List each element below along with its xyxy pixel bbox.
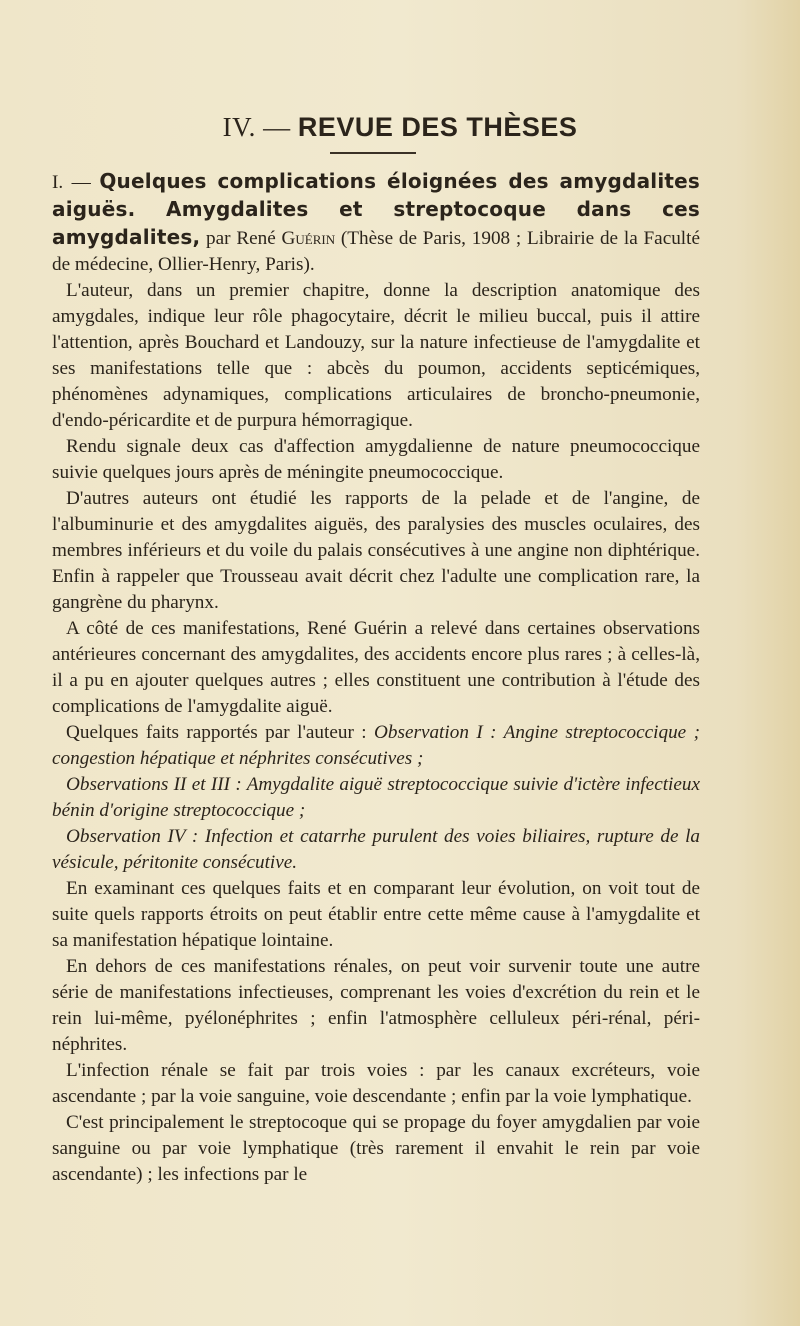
- observation-4: Observation IV : Infection et catarrhe purulent des voies biliaires, rupture de la vésicule, péritonite consécutive.: [52, 826, 700, 873]
- paragraph-5: [52, 720, 700, 772]
- paragraph-8: En examinant ces quelques faits et en comparant leur évolution, on voit tout de suite quels rapports étroits on peut établir entre cette même cause à l'amygdalite et sa manifestation hépatique lointaine.: [52, 878, 700, 951]
- section-number: IV. —: [222, 112, 298, 142]
- paragraph-4: A côté de ces manifestations, René Guérin a relevé dans certaines observations antérieures concernant des amygdalites, des accidents encore plus rares ; à celles-là, il a pu en ajouter quelques autres ; elles constituent une contribution à l'étude des complications de l'amygdalite aiguë.: [52, 618, 700, 717]
- paragraph-3: D'autres auteurs ont étudié les rapports de la pelade et de l'angine, de l'albuminurie et des amygdalites aiguës, des paralysies des muscles oculaires, des membres inférieurs et du voile du palais consécutives à une angine non diphtérique. Enfin à rappeler que Trousseau avait décrit chez l'adulte une complication rare, la gangrène du pharynx.: [52, 488, 700, 613]
- title-rule: [330, 152, 416, 154]
- paragraph-9: En dehors de ces manifestations rénales, on peut voir survenir toute une autre série de manifestations infectieuses, comprenant les voies d'excrétion du rein et le rein lui-même, pyélonéphrites ; enfin l'atmosphère celluleux péri-rénal, péri-néphrites.: [52, 956, 700, 1055]
- entry-number: I. —: [52, 172, 100, 193]
- author-prefix: par René: [200, 228, 282, 249]
- paragraph-10: L'infection rénale se fait par trois voies : par les canaux excréteurs, voie ascendante ; par la voie sanguine, voie descendante ; enfin par la voie lymphatique.: [52, 1060, 700, 1107]
- thesis-title: Quelques complications éloignées des amygdalites aiguës. Amygdalites et streptocoque dans ces amygdalites,: [52, 169, 700, 249]
- paragraph-1: L'auteur, dans un premier chapitre, donne la description anatomique des amygdales, indique leur rôle phagocytaire, décrit le milieu buccal, puis il attire l'attention, après Bouchard et Landouzy, sur la nature infectieuse de l'amygdalite et ses manifestations telle que : abcès du poumon, accidents septicémiques, phénomènes adynamiques, complications articulaires de broncho-pneumonie, d'endo-péricardite et de purpura hémorragique.: [52, 280, 700, 431]
- publication-info: (Thèse de Paris, 1908 ; Librairie de la Faculté de médecine, Ollier-Henry, Paris).: [52, 228, 700, 275]
- section-title: [0, 112, 800, 143]
- paragraph-11: C'est principalement le streptocoque qui se propage du foyer amygdalien par voie sanguine ou par voie lymphatique (très rarement il envahit le rein par voie ascendante) ; les infections par le: [52, 1112, 700, 1185]
- observations-intro: Quelques faits rapportés par l'auteur :: [66, 722, 375, 743]
- article-body: [52, 168, 700, 1188]
- thesis-entry: [52, 168, 700, 278]
- observation-1: Observation I : Angine streptococcique ; congestion hépatique et néphrites consécutives ;: [52, 722, 700, 769]
- section-heading: REVUE DES THÈSES: [297, 112, 578, 142]
- observation-2-3: Observations II et III : Amygdalite aiguë streptococcique suivie d'ictère infectieux bénin d'origine streptococcique ;: [52, 774, 700, 821]
- author-surname: Guérin: [281, 228, 336, 249]
- paragraph-2: Rendu signale deux cas d'affection amygdalienne de nature pneumococcique suivie quelques jours après de méningite pneumococcique.: [52, 436, 700, 483]
